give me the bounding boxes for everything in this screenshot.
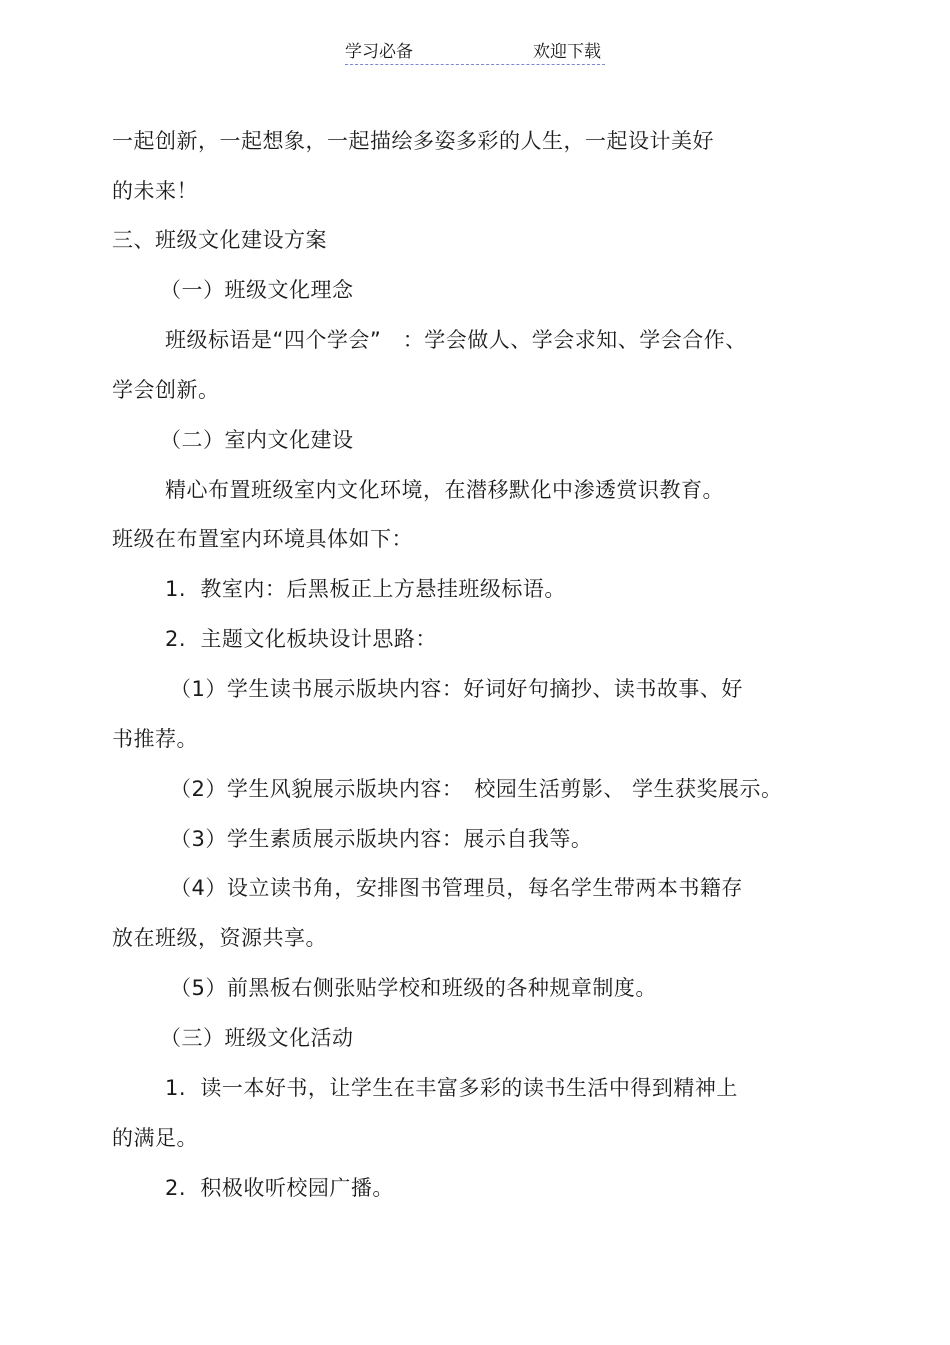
body-line: 学会创新。 [112, 378, 220, 402]
list-item: 2. 积极收听校园广播。 [165, 1176, 394, 1200]
list-item: 1. 教室内：后黑板正上方悬挂班级标语。 [165, 577, 566, 601]
subsection-heading: （三）班级文化活动 [160, 1026, 354, 1050]
body-line: 放在班级，资源共享。 [112, 926, 327, 950]
header-right-text: 欢迎下载 [533, 42, 601, 62]
body-line: 的未来！ [112, 179, 198, 203]
header-left-text: 学习必备 [345, 42, 413, 62]
list-item: （4）设立读书角，安排图书管理员，每名学生带两本书籍存 [170, 876, 743, 900]
body-line: 书推荐。 [112, 727, 198, 751]
subsection-heading: （一）班级文化理念 [160, 278, 354, 302]
page-header [345, 40, 605, 65]
body-line: 班级标语是“四个学会” ：学会做人、学会求知、学会合作、 [165, 328, 747, 352]
body-line: 的满足。 [112, 1126, 198, 1150]
list-item: （3）学生素质展示版块内容：展示自我等。 [170, 827, 593, 851]
body-line: 班级在布置室内环境具体如下： [112, 527, 413, 551]
list-item: 2. 主题文化板块设计思路： [165, 627, 437, 651]
body-line: 一起创新，一起想象，一起描绘多姿多彩的人生，一起设计美好 [112, 129, 714, 153]
list-item: （5）前黑板右侧张贴学校和班级的各种规章制度。 [170, 976, 657, 1000]
section-heading: 三、班级文化建设方案 [112, 228, 327, 252]
subsection-heading: （二）室内文化建设 [160, 428, 354, 452]
body-line: 精心布置班级室内文化环境，在潜移默化中渗透赏识教育。 [165, 478, 724, 502]
list-item: （1）学生读书展示版块内容：好词好句摘抄、读书故事、好 [170, 677, 743, 701]
list-item: （2）学生风貌展示版块内容： 校园生活剪影、 学生获奖展示。 [170, 777, 783, 801]
list-item: 1. 读一本好书，让学生在丰富多彩的读书生活中得到精神上 [165, 1076, 738, 1100]
